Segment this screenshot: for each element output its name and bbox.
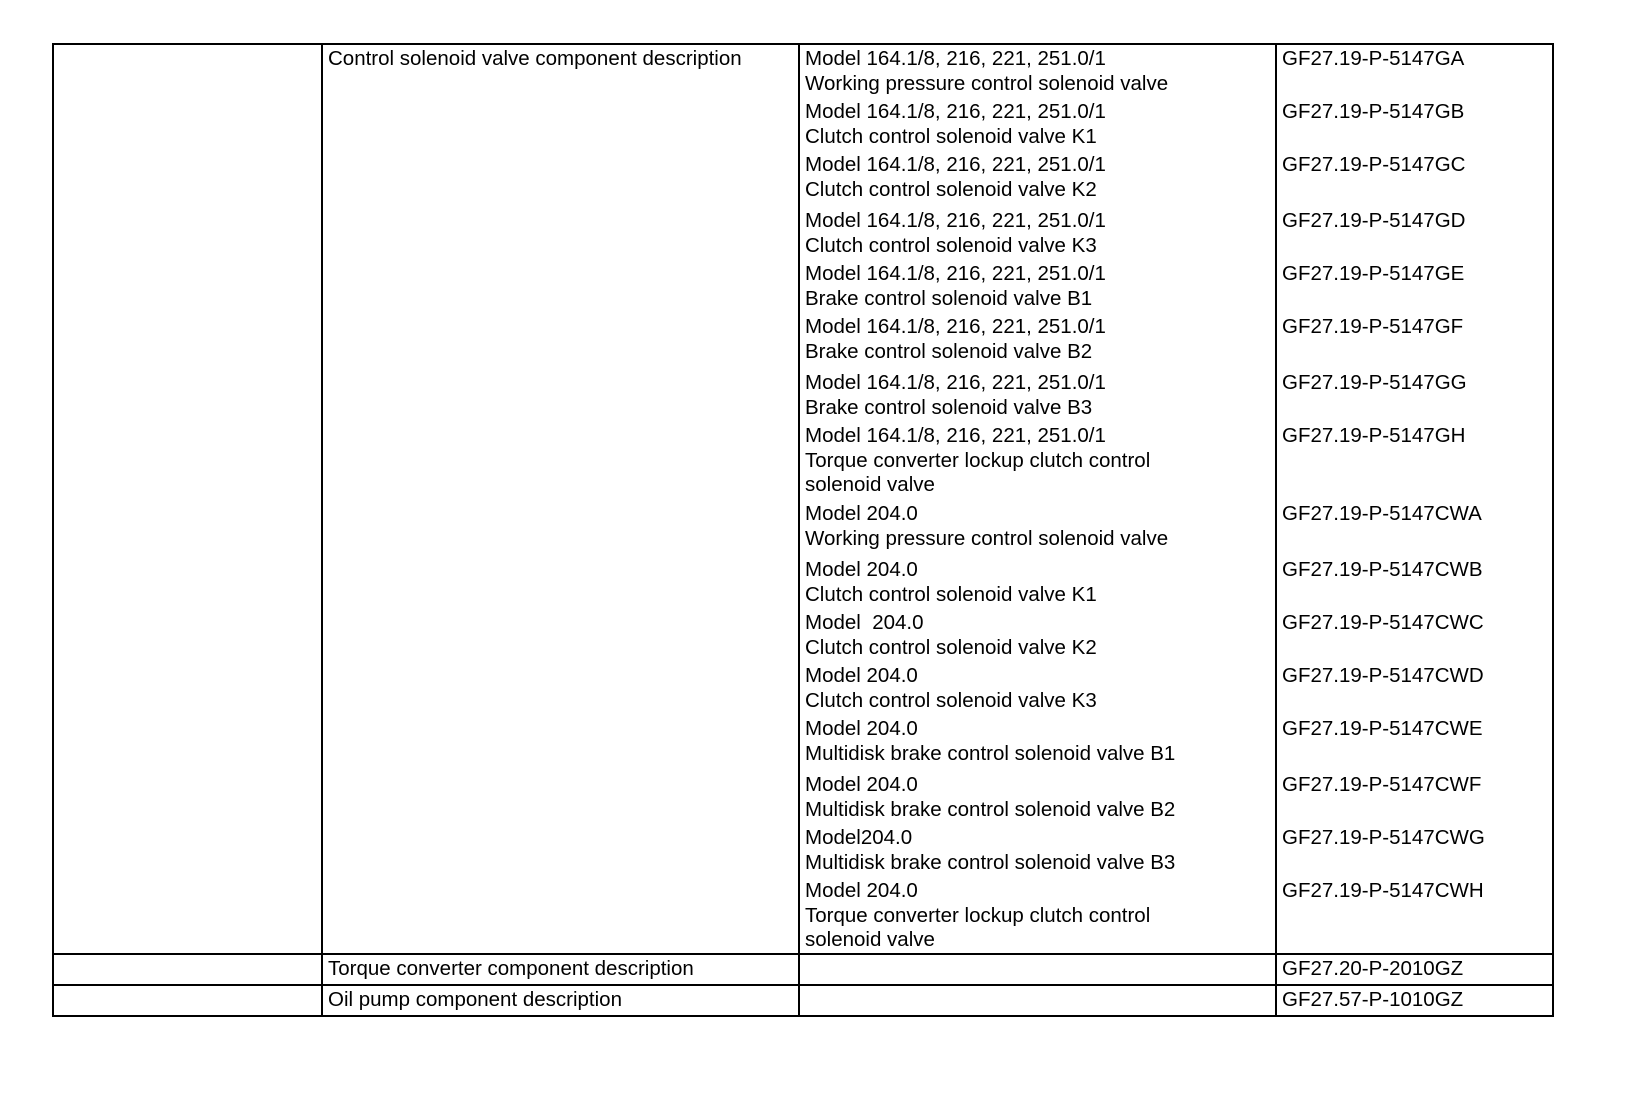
model-entry (805, 717, 1270, 773)
document-entry (1282, 100, 1547, 153)
document-number[interactable]: GF27.19-P-5147CWE (1282, 717, 1483, 740)
model-description-list (800, 45, 1275, 953)
document-number[interactable]: GF27.19-P-5147CWH (1282, 879, 1484, 902)
component-label: solenoid valve (805, 928, 935, 951)
document-number-cell (1276, 44, 1553, 954)
document-entry (1282, 502, 1547, 558)
table-row (53, 985, 1553, 1016)
model-entry (805, 879, 1270, 953)
model-label: Model 164.1/8, 216, 221, 251.0/1 (805, 262, 1106, 285)
component-title: Torque converter component description (328, 957, 694, 980)
model-entry (805, 262, 1270, 315)
component-label: Working pressure control solenoid valve (805, 526, 1169, 550)
model-label: Model204.0 (805, 826, 913, 849)
component-label: Working pressure control solenoid valve (805, 71, 1169, 95)
document-entry (1282, 153, 1547, 209)
component-title: Oil pump component description (328, 988, 622, 1011)
document-number-cell (1276, 954, 1553, 985)
model-entry (805, 664, 1270, 717)
document-number[interactable]: GF27.19-P-5147GD (1282, 209, 1466, 232)
document-number[interactable]: GF27.19-P-5147GF (1282, 315, 1464, 338)
document-entry (1282, 315, 1547, 371)
document-entry (1282, 558, 1547, 611)
document-number[interactable]: GF27.19-P-5147GA (1282, 47, 1465, 70)
component-label: Multidisk brake control solenoid valve B1 (805, 741, 1176, 765)
model-entry (805, 502, 1270, 558)
model-label: Model 164.1/8, 216, 221, 251.0/1 (805, 315, 1106, 338)
model-entry (805, 315, 1270, 371)
model-label: Model 204.0 (805, 773, 918, 796)
document-entry (1282, 209, 1547, 262)
component-title-cell (322, 954, 799, 985)
model-entry (805, 47, 1270, 100)
model-label: Model 204.0 (805, 558, 918, 581)
document-entry (1282, 47, 1547, 100)
component-label: Brake control solenoid valve B1 (805, 286, 1093, 310)
model-entry (805, 424, 1270, 502)
document-number[interactable]: GF27.20-P-2010GZ (1282, 957, 1464, 980)
document-number[interactable]: GF27.57-P-1010GZ (1282, 988, 1464, 1011)
document-number[interactable]: GF27.19-P-5147CWB (1282, 558, 1483, 581)
document-number[interactable]: GF27.19-P-5147CWA (1282, 502, 1482, 525)
component-label: Torque converter lockup clutch control (805, 903, 1151, 927)
document-entry (1282, 826, 1547, 879)
component-label: Brake control solenoid valve B3 (805, 395, 1093, 419)
model-description-cell (799, 954, 1276, 985)
model-entry (805, 153, 1270, 209)
component-label: Clutch control solenoid valve K3 (805, 688, 1097, 712)
document-entry (1282, 773, 1547, 826)
model-label: Model 204.0 (805, 664, 918, 687)
component-label: solenoid valve (805, 473, 935, 496)
document-number[interactable]: GF27.19-P-5147CWD (1282, 664, 1484, 687)
model-entry (805, 611, 1270, 664)
component-label: Clutch control solenoid valve K1 (805, 582, 1097, 606)
model-entry (805, 773, 1270, 826)
table-row (53, 954, 1553, 985)
model-entry (805, 371, 1270, 424)
document-entry (1282, 262, 1547, 315)
document-entry (1282, 611, 1547, 664)
model-label: Model 164.1/8, 216, 221, 251.0/1 (805, 153, 1106, 176)
model-entry (805, 558, 1270, 611)
component-description-table (52, 43, 1554, 1017)
document-number[interactable]: GF27.19-P-5147CWC (1282, 611, 1484, 634)
model-label: Model 204.0 (805, 717, 918, 740)
document-number[interactable]: GF27.19-P-5147GE (1282, 262, 1465, 285)
component-label: Torque converter lockup clutch control (805, 448, 1151, 472)
document-number[interactable]: GF27.19-P-5147CWF (1282, 773, 1482, 796)
document-number[interactable]: GF27.19-P-5147GG (1282, 371, 1467, 394)
model-description-cell (799, 44, 1276, 954)
document-entry (1282, 664, 1547, 717)
model-entry (805, 826, 1270, 879)
model-entry (805, 100, 1270, 153)
model-label: Model 164.1/8, 216, 221, 251.0/1 (805, 47, 1106, 70)
document-number[interactable]: GF27.19-P-5147GB (1282, 100, 1465, 123)
model-label: Model 164.1/8, 216, 221, 251.0/1 (805, 424, 1106, 447)
document-entry (1282, 717, 1547, 773)
blank-cell (53, 954, 322, 985)
component-title-cell (322, 985, 799, 1016)
document-number[interactable]: GF27.19-P-5147CWG (1282, 826, 1485, 849)
document-entry (1282, 371, 1547, 424)
component-label: Clutch control solenoid valve K2 (805, 635, 1097, 659)
component-title-cell (322, 44, 799, 954)
table-row (53, 44, 1553, 954)
component-label: Multidisk brake control solenoid valve B2 (805, 797, 1176, 821)
document-entry (1282, 879, 1547, 953)
model-label: Model 204.0 (805, 611, 924, 634)
model-label: Model 164.1/8, 216, 221, 251.0/1 (805, 371, 1106, 394)
document-number[interactable]: GF27.19-P-5147GC (1282, 153, 1466, 176)
blank-cell (53, 44, 322, 954)
document-number-list (1277, 45, 1552, 953)
blank-cell (53, 985, 322, 1016)
component-title: Control solenoid valve component description (328, 47, 742, 70)
model-label: Model 204.0 (805, 879, 918, 902)
component-label: Clutch control solenoid valve K1 (805, 124, 1097, 148)
document-number-cell (1276, 985, 1553, 1016)
component-label: Brake control solenoid valve B2 (805, 339, 1093, 363)
model-entry (805, 209, 1270, 262)
component-label: Multidisk brake control solenoid valve B3 (805, 850, 1176, 874)
model-label: Model 204.0 (805, 502, 918, 525)
model-description-cell (799, 985, 1276, 1016)
component-label: Clutch control solenoid valve K2 (805, 177, 1097, 201)
model-label: Model 164.1/8, 216, 221, 251.0/1 (805, 100, 1106, 123)
model-label: Model 164.1/8, 216, 221, 251.0/1 (805, 209, 1106, 232)
document-entry (1282, 424, 1547, 502)
document-number[interactable]: GF27.19-P-5147GH (1282, 424, 1466, 447)
component-label: Clutch control solenoid valve K3 (805, 233, 1097, 257)
